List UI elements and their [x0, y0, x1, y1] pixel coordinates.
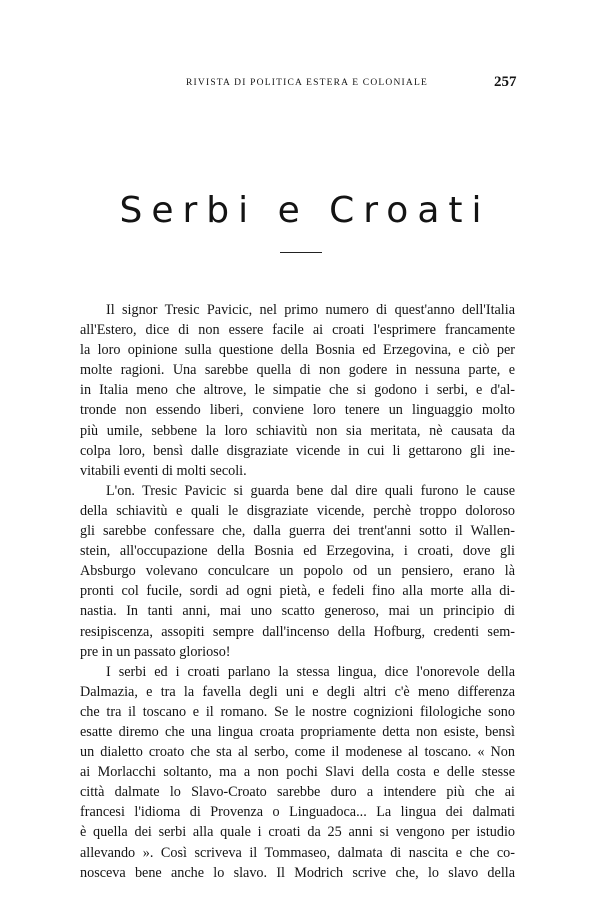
text-line: che tra il toscano e il romano. Se le nostre cognizioni filologiche sono	[80, 703, 515, 720]
text-line: vitabili eventi di molti secoli.	[80, 462, 247, 479]
text-line: Dalmazia, e tra la favella degli uni e degli altri c'è meno differenza	[80, 683, 515, 700]
text-line: la loro opinione sulla questione della Bosnia ed Erzegovina, e ciò per	[80, 342, 515, 359]
article-body	[80, 300, 515, 883]
text-line: più umile, sebbene la loro schiavitù non sia meritata, nè causata da	[80, 422, 515, 439]
text-line: Absburgo volevano conculcare un popolo od un pensiero, erano là	[80, 563, 515, 580]
text-line: I serbi ed i croati parlano la stessa lingua, dice l'onorevole della	[106, 663, 515, 680]
text-line: pronti col fucile, sordi ad ogni pietà, e fedeli fino alla morte alla di-	[80, 583, 515, 600]
text-line: in Italia meno che altrove, le simpatie che si godono i serbi, e d'al-	[80, 382, 515, 399]
text-line: nosceva bene anche lo slavo. Il Modrich scrive che, lo slavo della	[80, 864, 515, 881]
text-line: gli sarebbe confessare che, dalla guerra dei trent'anni sotto il Wallen-	[80, 523, 515, 540]
text-line: un dialetto croato che sta al serbo, come il modenese al toscano. « Non	[80, 744, 515, 761]
text-line: ai Morlacchi soltanto, ma a non pochi Slavi della costa e delle stesse	[80, 764, 515, 781]
text-line: nastia. In tanti anni, mai uno scatto generoso, mai un principio di	[80, 603, 515, 620]
text-line: pre in un passato glorioso!	[80, 643, 231, 660]
text-line: francesi l'idioma di Provenza o Linguadoca... La lingua dei dalmati	[80, 804, 515, 821]
text-line: molte ragioni. Una sarebbe quella di non godere in nessuna parte, e	[80, 362, 515, 379]
text-line: Il signor Tresic Pavicic, nel primo numero di quest'anno dell'Italia	[106, 302, 515, 318]
page-number: 257	[494, 74, 517, 90]
text-line: tronde non essendo liberi, conviene loro tenere un linguaggio molto	[80, 402, 515, 419]
text-line: esatte diremo che una lingua croata propriamente detta non esiste, bensì	[80, 723, 515, 740]
text-line: è quella dei serbi alla quale i croati da 25 anni si vengono per istudio	[80, 824, 515, 841]
running-head: RIVISTA DI POLITICA ESTERA E COLONIALE	[186, 78, 428, 88]
text-line: colpa loro, bensì dalle disgraziate vicende in cui li gettarono gli ine-	[80, 442, 515, 459]
text-line: stein, all'occupazione della Bosnia ed Erzegovina, i croati, dove gli	[80, 543, 515, 560]
text-line: della schiavitù e quali le disgraziate vicende, perchè troppo doloroso	[80, 502, 515, 519]
text-line: allevando ». Così scriveva il Tommaseo, dalmata di nascita e che co-	[80, 844, 515, 861]
article-title: Serbi e Croati	[119, 190, 491, 231]
text-line: resipiscenza, assopiti sempre dall'incenso della Hofburg, credenti sem-	[80, 623, 515, 640]
title-divider	[280, 252, 322, 253]
text-line: L'on. Tresic Pavicic si guarda bene dal dire quali furono le cause	[106, 482, 515, 499]
text-line: città dalmate lo Slavo-Croato sarebbe duro a intendere più che ai	[80, 784, 515, 801]
text-line: all'Estero, dice di non essere facile ai croati l'esprimere francamente	[80, 322, 515, 339]
